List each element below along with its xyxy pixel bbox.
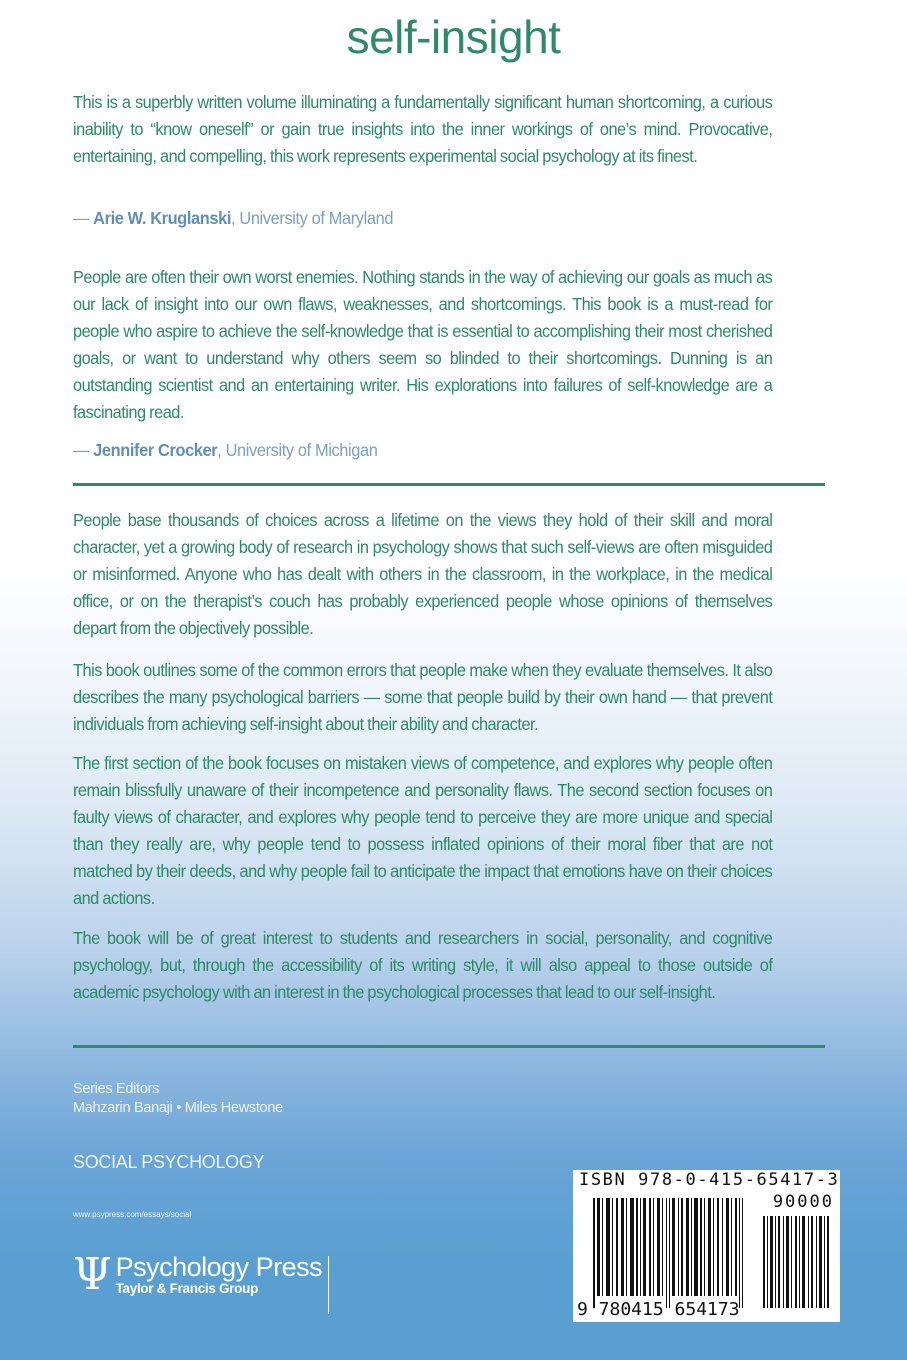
blurb-affiliation-2: , University of Michigan <box>217 440 378 460</box>
series-editors <box>73 1080 283 1118</box>
isbn-barcode <box>573 1170 840 1322</box>
divider-rule-bottom <box>73 1045 825 1048</box>
book-title: self-insight <box>346 11 561 63</box>
blurb-affiliation-1: , University of Maryland <box>231 208 394 228</box>
description-paragraph-2: This book outlines some of the common errors that people make when they evaluate themselves. It also describes the many psychological barriers — some that people build by their own hand — that prevent individuals from achieving self-insight about their ability and character. <box>73 660 773 734</box>
description-paragraph-4: The book will be of great interest to students and researchers in social, personality, and cognitive psychology, but, through the accessibility of its writing style, it will also appeal to those outside of academic psychology with an interest in the psychological processes that lead to our self-insight. <box>73 928 773 1002</box>
blurb-quote-2: People are often their own worst enemies. Nothing stands in the way of achieving our goals as much as our lack of insight into our own flaws, weaknesses, and shortcomings. This book is a must-read for people who aspire to achieve the self-knowledge that is essential to accomplishing their most cherished goals, or want to understand why others seem so blinded to their shortcomings. Dunning is an outstanding scientist and an entertaining writer. His explorations into failures of self-knowledge are a fascinating read. <box>73 267 773 422</box>
attribution-dash: — <box>73 208 94 228</box>
publisher-logo <box>73 1249 323 1300</box>
blurb-attribution-2 <box>73 440 377 461</box>
publisher-group: Taylor & Francis Group <box>115 1281 259 1296</box>
isbn-label: ISBN 978-0-415-65417-3 <box>579 1170 840 1190</box>
divider-rule-top <box>73 483 825 486</box>
attribution-dash: — <box>73 440 94 460</box>
ean-digits: 9 780415 654173 <box>577 1299 740 1320</box>
logo-divider <box>328 1256 329 1314</box>
blurb-attribution-1 <box>73 208 393 229</box>
series-editors-label: Series Editors <box>73 1081 160 1097</box>
series-editors-names: Mahzarin Banaji • Miles Hewstone <box>73 1100 283 1116</box>
description-paragraph-3: The first section of the book focuses on mistaken views of competence, and explores why people often remain blissfully unaware of their incompetence and personality flaws. The second section focuses on faulty views of character, and explores why people tend to perceive they are more unique and special than they really are, why people tend to possess inflated opinions of their moral fiber that are not matched by their deeds, and why people fail to anticipate the impact that emotions have on their choices and actions. <box>73 753 773 908</box>
price-addon: 90000 <box>772 1192 834 1212</box>
blurb-quote-1: This is a superbly written volume illuminating a fundamentally significant human shortcoming, a curious inability to “know oneself” or gain true insights into the inner workings of one’s mind. Provocative, entertaining, and compelling, this work represents experimental social psychology at its finest. <box>73 92 773 166</box>
category-label: SOCIAL PSYCHOLOGY <box>73 1152 265 1172</box>
publisher-url: www.psypress.com/essays/social <box>73 1210 192 1219</box>
publisher-name: Psychology Press <box>115 1252 323 1282</box>
blurb-author-1: Arie W. Kruglanski <box>93 208 232 228</box>
description-paragraph-1: People base thousands of choices across a lifetime on the views they hold of their skill and moral character, yet a growing body of research in psychology shows that such self-views are often misguided or misinformed. Anyone who has dealt with others in the classroom, in the workplace, in the medical office, or on the therapist’s couch has probably experienced people whose opinions of themselves depart from the objectively possible. <box>73 510 773 638</box>
psi-logo-icon: Ψ <box>73 1249 112 1300</box>
blurb-author-2: Jennifer Crocker <box>93 440 218 460</box>
